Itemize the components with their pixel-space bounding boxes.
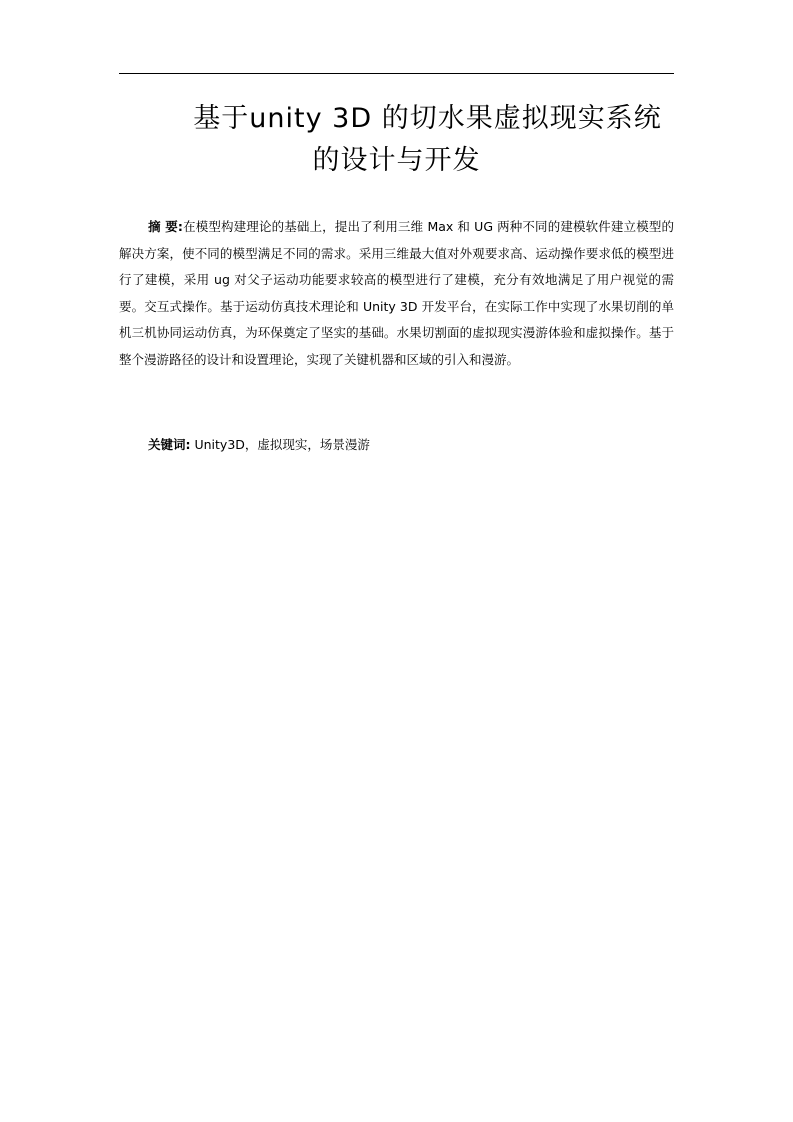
- abstract-text: 在模型构建理论的基础上，提出了利用三维 Max 和 UG 两种不同的建模软件建立模型的解决方案，使不同的模型满足不同的需求。采用三维最大值对外观要求高、运动操作要求低的模型进行了建模，采用 ug 对父子运动功能要求较高的模型进行了建模，充分有效地满足了用户视觉的需要。交互式操作。基于运动仿真技术理论和 Unity 3D 开发平台，在实际工作中实现了水果切削的单机三机协同运动仿真，为环保奠定了坚实的基础。水果切割面的虚拟现实漫游体验和虚拟操作。基于整个漫游路径的设计和设置理论，实现了关键机器和区域的引入和漫游。: [119, 219, 674, 367]
- keywords-line: [148, 432, 674, 458]
- abstract-label: 摘 要:: [148, 219, 183, 234]
- keywords-label: 关键词:: [148, 437, 191, 452]
- header-rule: [119, 73, 674, 74]
- keywords-text: Unity3D，虚拟现实，场景漫游: [190, 437, 370, 452]
- page-title-line2: 的设计与开发: [312, 145, 481, 176]
- page-title: 基于unity 3D 的切水果虚拟现实系统: [193, 103, 662, 134]
- abstract-paragraph: [119, 214, 674, 374]
